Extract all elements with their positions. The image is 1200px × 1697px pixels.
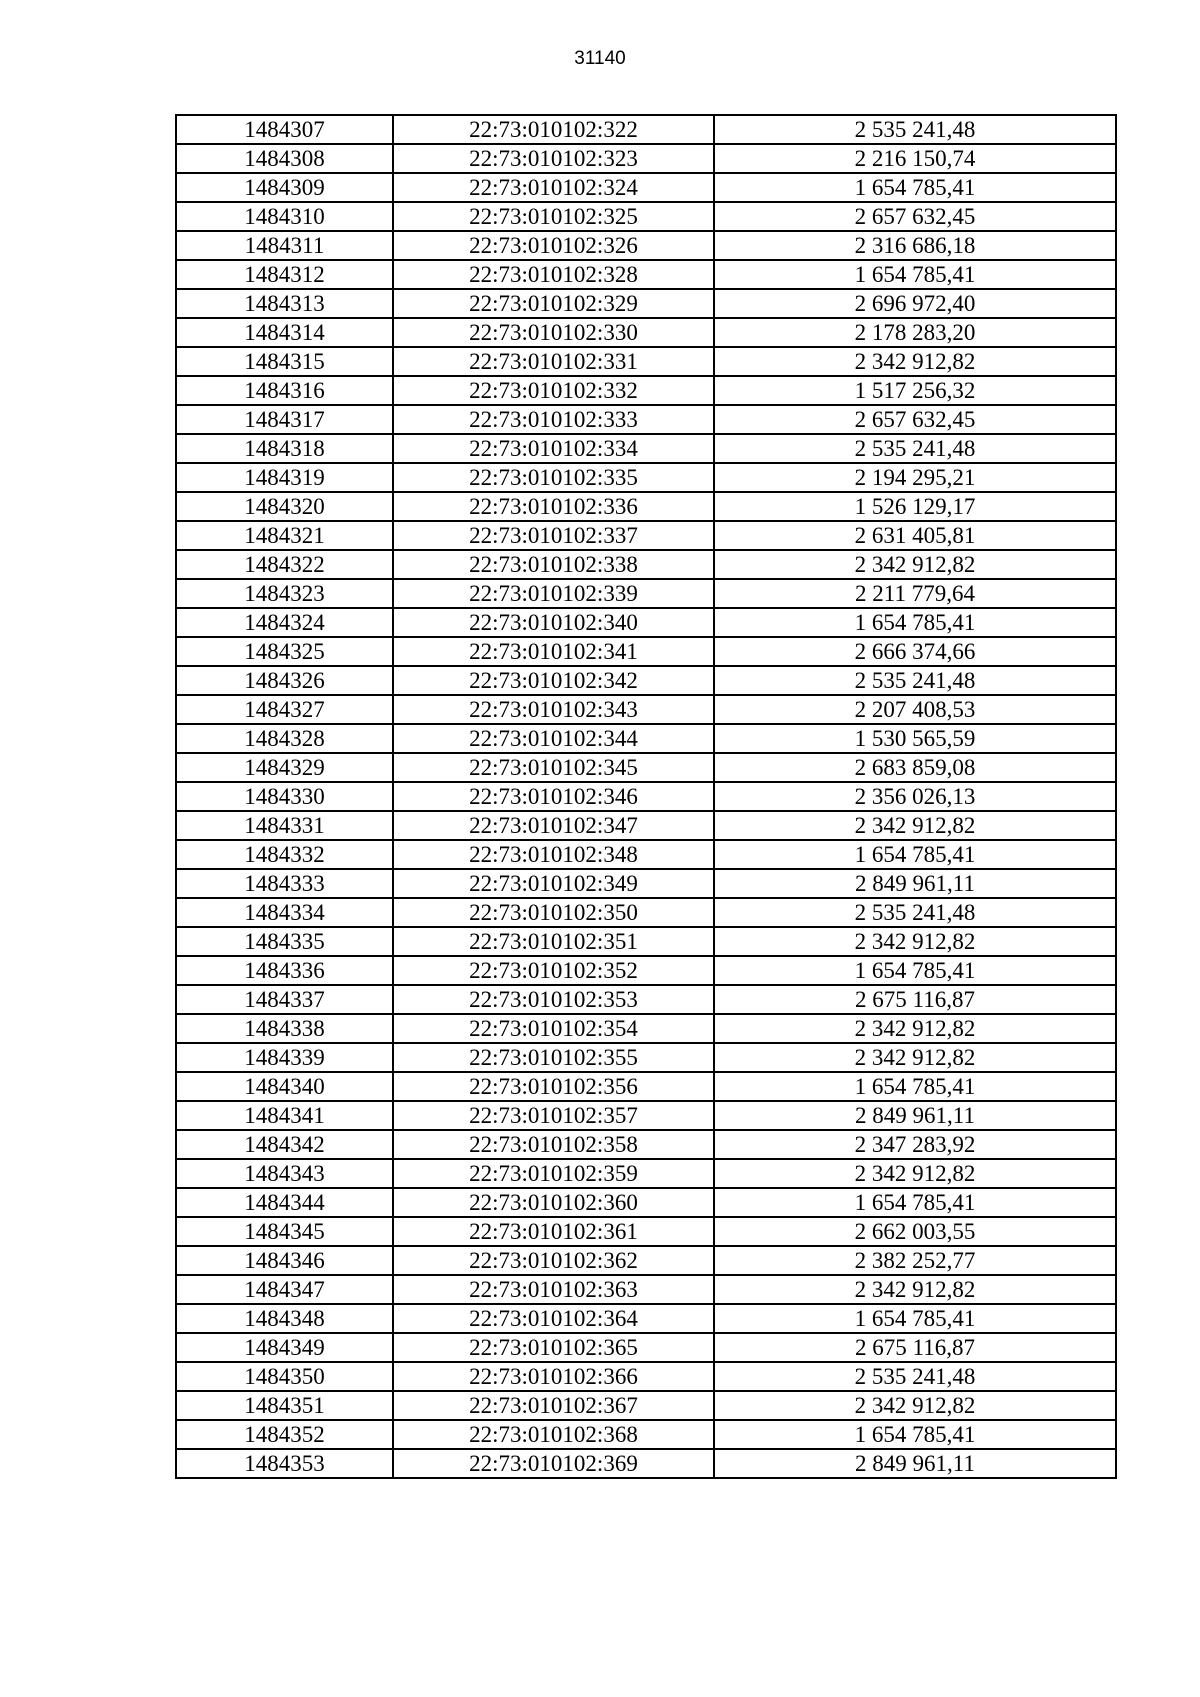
cadastral-number-cell: 22:73:010102:330 bbox=[393, 318, 714, 347]
table-row bbox=[176, 927, 1116, 956]
cadastral-number-cell: 22:73:010102:359 bbox=[393, 1159, 714, 1188]
cadastral-value-cell: 2 342 912,82 bbox=[714, 1391, 1116, 1420]
table-body bbox=[176, 115, 1116, 1478]
cadastral-number-cell: 22:73:010102:360 bbox=[393, 1188, 714, 1217]
row-number-cell: 1484351 bbox=[176, 1391, 393, 1420]
cadastral-number-cell: 22:73:010102:339 bbox=[393, 579, 714, 608]
table-row bbox=[176, 260, 1116, 289]
cadastral-number-cell: 22:73:010102:332 bbox=[393, 376, 714, 405]
cadastral-value-cell: 2 657 632,45 bbox=[714, 405, 1116, 434]
cadastral-value-cell: 1 654 785,41 bbox=[714, 608, 1116, 637]
table-row bbox=[176, 1072, 1116, 1101]
cadastral-value-cell: 2 696 972,40 bbox=[714, 289, 1116, 318]
cadastral-value-cell: 2 657 632,45 bbox=[714, 202, 1116, 231]
row-number-cell: 1484345 bbox=[176, 1217, 393, 1246]
row-number-cell: 1484333 bbox=[176, 869, 393, 898]
cadastral-value-cell: 2 342 912,82 bbox=[714, 1043, 1116, 1072]
table-row bbox=[176, 1420, 1116, 1449]
cadastral-number-cell: 22:73:010102:335 bbox=[393, 463, 714, 492]
cadastral-number-cell: 22:73:010102:366 bbox=[393, 1362, 714, 1391]
table-row bbox=[176, 898, 1116, 927]
table-row bbox=[176, 1275, 1116, 1304]
row-number-cell: 1484318 bbox=[176, 434, 393, 463]
cadastral-value-cell: 2 675 116,87 bbox=[714, 985, 1116, 1014]
table-row bbox=[176, 318, 1116, 347]
cadastral-number-cell: 22:73:010102:351 bbox=[393, 927, 714, 956]
table-row bbox=[176, 753, 1116, 782]
cadastral-value-cell: 2 342 912,82 bbox=[714, 1275, 1116, 1304]
table-row bbox=[176, 1014, 1116, 1043]
cadastral-number-cell: 22:73:010102:355 bbox=[393, 1043, 714, 1072]
row-number-cell: 1484337 bbox=[176, 985, 393, 1014]
table-row bbox=[176, 869, 1116, 898]
cadastral-value-cell: 2 535 241,48 bbox=[714, 666, 1116, 695]
cadastral-value-cell: 2 316 686,18 bbox=[714, 231, 1116, 260]
cadastral-number-cell: 22:73:010102:322 bbox=[393, 115, 714, 144]
table-row bbox=[176, 550, 1116, 579]
row-number-cell: 1484349 bbox=[176, 1333, 393, 1362]
cadastral-number-cell: 22:73:010102:354 bbox=[393, 1014, 714, 1043]
row-number-cell: 1484344 bbox=[176, 1188, 393, 1217]
cadastral-number-cell: 22:73:010102:357 bbox=[393, 1101, 714, 1130]
cadastral-value-cell: 2 356 026,13 bbox=[714, 782, 1116, 811]
table-row bbox=[176, 1449, 1116, 1478]
cadastral-value-cell: 2 216 150,74 bbox=[714, 144, 1116, 173]
row-number-cell: 1484338 bbox=[176, 1014, 393, 1043]
row-number-cell: 1484327 bbox=[176, 695, 393, 724]
cadastral-value-cell: 2 342 912,82 bbox=[714, 927, 1116, 956]
cadastral-value-cell: 2 342 912,82 bbox=[714, 1159, 1116, 1188]
table-row bbox=[176, 144, 1116, 173]
cadastral-number-cell: 22:73:010102:331 bbox=[393, 347, 714, 376]
cadastral-number-cell: 22:73:010102:338 bbox=[393, 550, 714, 579]
table-row bbox=[176, 173, 1116, 202]
row-number-cell: 1484347 bbox=[176, 1275, 393, 1304]
cadastral-value-cell: 2 662 003,55 bbox=[714, 1217, 1116, 1246]
table-row bbox=[176, 579, 1116, 608]
row-number-cell: 1484348 bbox=[176, 1304, 393, 1333]
cadastral-value-cell: 2 675 116,87 bbox=[714, 1333, 1116, 1362]
cadastral-value-cell: 2 342 912,82 bbox=[714, 811, 1116, 840]
cadastral-value-cell: 1 526 129,17 bbox=[714, 492, 1116, 521]
cadastral-number-cell: 22:73:010102:356 bbox=[393, 1072, 714, 1101]
cadastral-value-cell: 1 654 785,41 bbox=[714, 1188, 1116, 1217]
table-row bbox=[176, 1362, 1116, 1391]
cadastral-value-cell: 1 654 785,41 bbox=[714, 1420, 1116, 1449]
table-row bbox=[176, 985, 1116, 1014]
table-row bbox=[176, 1391, 1116, 1420]
cadastral-value-cell: 1 654 785,41 bbox=[714, 260, 1116, 289]
row-number-cell: 1484336 bbox=[176, 956, 393, 985]
row-number-cell: 1484340 bbox=[176, 1072, 393, 1101]
row-number-cell: 1484313 bbox=[176, 289, 393, 318]
cadastral-value-cell: 1 654 785,41 bbox=[714, 173, 1116, 202]
table-row bbox=[176, 840, 1116, 869]
table-row bbox=[176, 1246, 1116, 1275]
page-number: 31140 bbox=[574, 48, 626, 69]
cadastral-number-cell: 22:73:010102:365 bbox=[393, 1333, 714, 1362]
row-number-cell: 1484350 bbox=[176, 1362, 393, 1391]
table-row bbox=[176, 666, 1116, 695]
cadastral-value-cell: 1 654 785,41 bbox=[714, 1072, 1116, 1101]
cadastral-value-cell: 2 535 241,48 bbox=[714, 1362, 1116, 1391]
cadastral-value-cell: 2 194 295,21 bbox=[714, 463, 1116, 492]
table-row bbox=[176, 463, 1116, 492]
table-row bbox=[176, 782, 1116, 811]
row-number-cell: 1484311 bbox=[176, 231, 393, 260]
cadastral-value-cell: 2 342 912,82 bbox=[714, 347, 1116, 376]
cadastral-number-cell: 22:73:010102:325 bbox=[393, 202, 714, 231]
cadastral-value-cell: 2 211 779,64 bbox=[714, 579, 1116, 608]
cadastral-number-cell: 22:73:010102:353 bbox=[393, 985, 714, 1014]
row-number-cell: 1484324 bbox=[176, 608, 393, 637]
cadastral-value-cell: 2 535 241,48 bbox=[714, 898, 1116, 927]
table-row bbox=[176, 347, 1116, 376]
cadastral-value-cell: 2 342 912,82 bbox=[714, 550, 1116, 579]
cadastral-number-cell: 22:73:010102:345 bbox=[393, 753, 714, 782]
cadastral-value-cell: 2 535 241,48 bbox=[714, 115, 1116, 144]
cadastral-number-cell: 22:73:010102:342 bbox=[393, 666, 714, 695]
row-number-cell: 1484320 bbox=[176, 492, 393, 521]
cadastral-value-cell: 2 207 408,53 bbox=[714, 695, 1116, 724]
cadastral-value-cell: 2 683 859,08 bbox=[714, 753, 1116, 782]
row-number-cell: 1484317 bbox=[176, 405, 393, 434]
row-number-cell: 1484353 bbox=[176, 1449, 393, 1478]
table-row bbox=[176, 1101, 1116, 1130]
row-number-cell: 1484342 bbox=[176, 1130, 393, 1159]
cadastral-value-table bbox=[175, 114, 1117, 1479]
table-row bbox=[176, 115, 1116, 144]
cadastral-number-cell: 22:73:010102:340 bbox=[393, 608, 714, 637]
row-number-cell: 1484309 bbox=[176, 173, 393, 202]
cadastral-number-cell: 22:73:010102:344 bbox=[393, 724, 714, 753]
row-number-cell: 1484307 bbox=[176, 115, 393, 144]
row-number-cell: 1484315 bbox=[176, 347, 393, 376]
row-number-cell: 1484310 bbox=[176, 202, 393, 231]
cadastral-value-cell: 2 849 961,11 bbox=[714, 1449, 1116, 1478]
cadastral-number-cell: 22:73:010102:349 bbox=[393, 869, 714, 898]
table-row bbox=[176, 231, 1116, 260]
cadastral-number-cell: 22:73:010102:328 bbox=[393, 260, 714, 289]
row-number-cell: 1484316 bbox=[176, 376, 393, 405]
cadastral-number-cell: 22:73:010102:326 bbox=[393, 231, 714, 260]
row-number-cell: 1484335 bbox=[176, 927, 393, 956]
table-row bbox=[176, 521, 1116, 550]
cadastral-number-cell: 22:73:010102:352 bbox=[393, 956, 714, 985]
cadastral-number-cell: 22:73:010102:337 bbox=[393, 521, 714, 550]
cadastral-number-cell: 22:73:010102:347 bbox=[393, 811, 714, 840]
cadastral-value-cell: 2 342 912,82 bbox=[714, 1014, 1116, 1043]
cadastral-number-cell: 22:73:010102:341 bbox=[393, 637, 714, 666]
table-row bbox=[176, 376, 1116, 405]
table-row bbox=[176, 289, 1116, 318]
table-row bbox=[176, 695, 1116, 724]
cadastral-number-cell: 22:73:010102:361 bbox=[393, 1217, 714, 1246]
cadastral-value-cell: 2 631 405,81 bbox=[714, 521, 1116, 550]
cadastral-value-cell: 2 666 374,66 bbox=[714, 637, 1116, 666]
table-row bbox=[176, 608, 1116, 637]
cadastral-number-cell: 22:73:010102:336 bbox=[393, 492, 714, 521]
row-number-cell: 1484321 bbox=[176, 521, 393, 550]
table-row bbox=[176, 1043, 1116, 1072]
row-number-cell: 1484329 bbox=[176, 753, 393, 782]
row-number-cell: 1484341 bbox=[176, 1101, 393, 1130]
cadastral-number-cell: 22:73:010102:369 bbox=[393, 1449, 714, 1478]
cadastral-value-cell: 1 654 785,41 bbox=[714, 1304, 1116, 1333]
cadastral-value-cell: 2 849 961,11 bbox=[714, 1101, 1116, 1130]
row-number-cell: 1484330 bbox=[176, 782, 393, 811]
row-number-cell: 1484325 bbox=[176, 637, 393, 666]
table-row bbox=[176, 1159, 1116, 1188]
cadastral-number-cell: 22:73:010102:334 bbox=[393, 434, 714, 463]
cadastral-number-cell: 22:73:010102:324 bbox=[393, 173, 714, 202]
table-row bbox=[176, 1217, 1116, 1246]
cadastral-number-cell: 22:73:010102:343 bbox=[393, 695, 714, 724]
row-number-cell: 1484352 bbox=[176, 1420, 393, 1449]
cadastral-number-cell: 22:73:010102:329 bbox=[393, 289, 714, 318]
cadastral-number-cell: 22:73:010102:350 bbox=[393, 898, 714, 927]
cadastral-number-cell: 22:73:010102:346 bbox=[393, 782, 714, 811]
cadastral-number-cell: 22:73:010102:348 bbox=[393, 840, 714, 869]
cadastral-number-cell: 22:73:010102:367 bbox=[393, 1391, 714, 1420]
cadastral-number-cell: 22:73:010102:364 bbox=[393, 1304, 714, 1333]
cadastral-number-cell: 22:73:010102:323 bbox=[393, 144, 714, 173]
table-row bbox=[176, 1333, 1116, 1362]
row-number-cell: 1484312 bbox=[176, 260, 393, 289]
row-number-cell: 1484346 bbox=[176, 1246, 393, 1275]
table-row bbox=[176, 724, 1116, 753]
row-number-cell: 1484334 bbox=[176, 898, 393, 927]
table-row bbox=[176, 492, 1116, 521]
row-number-cell: 1484332 bbox=[176, 840, 393, 869]
row-number-cell: 1484339 bbox=[176, 1043, 393, 1072]
cadastral-number-cell: 22:73:010102:333 bbox=[393, 405, 714, 434]
row-number-cell: 1484314 bbox=[176, 318, 393, 347]
row-number-cell: 1484343 bbox=[176, 1159, 393, 1188]
table-row bbox=[176, 956, 1116, 985]
cadastral-value-cell: 2 178 283,20 bbox=[714, 318, 1116, 347]
table-row bbox=[176, 811, 1116, 840]
table-row bbox=[176, 434, 1116, 463]
table-row bbox=[176, 1304, 1116, 1333]
row-number-cell: 1484331 bbox=[176, 811, 393, 840]
row-number-cell: 1484323 bbox=[176, 579, 393, 608]
table-row bbox=[176, 1188, 1116, 1217]
cadastral-value-cell: 2 347 283,92 bbox=[714, 1130, 1116, 1159]
table-row bbox=[176, 202, 1116, 231]
cadastral-value-cell: 1 517 256,32 bbox=[714, 376, 1116, 405]
cadastral-number-cell: 22:73:010102:362 bbox=[393, 1246, 714, 1275]
row-number-cell: 1484328 bbox=[176, 724, 393, 753]
table-row bbox=[176, 1130, 1116, 1159]
cadastral-number-cell: 22:73:010102:368 bbox=[393, 1420, 714, 1449]
table-row bbox=[176, 637, 1116, 666]
row-number-cell: 1484308 bbox=[176, 144, 393, 173]
cadastral-value-cell: 2 849 961,11 bbox=[714, 869, 1116, 898]
row-number-cell: 1484326 bbox=[176, 666, 393, 695]
table-row bbox=[176, 405, 1116, 434]
cadastral-value-cell: 1 530 565,59 bbox=[714, 724, 1116, 753]
row-number-cell: 1484322 bbox=[176, 550, 393, 579]
cadastral-value-cell: 2 535 241,48 bbox=[714, 434, 1116, 463]
cadastral-number-cell: 22:73:010102:358 bbox=[393, 1130, 714, 1159]
cadastral-number-cell: 22:73:010102:363 bbox=[393, 1275, 714, 1304]
cadastral-value-cell: 1 654 785,41 bbox=[714, 956, 1116, 985]
cadastral-value-cell: 1 654 785,41 bbox=[714, 840, 1116, 869]
row-number-cell: 1484319 bbox=[176, 463, 393, 492]
cadastral-value-cell: 2 382 252,77 bbox=[714, 1246, 1116, 1275]
